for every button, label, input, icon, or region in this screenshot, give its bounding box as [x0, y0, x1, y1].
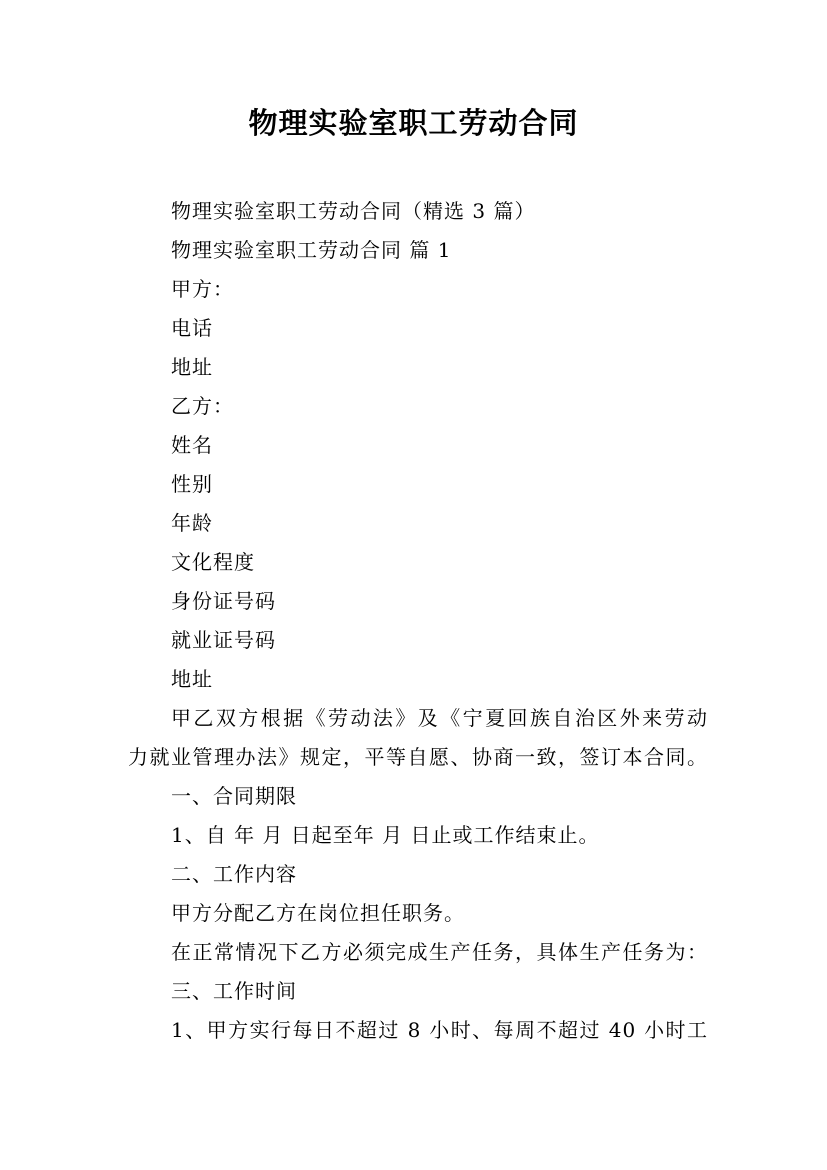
paragraph-gender: 性别	[171, 472, 213, 496]
paragraph-clause-3-hours: 1、甲方实行每日不超过 8 小时、每周不超过 40 小时工	[171, 1018, 708, 1042]
paragraph-clause-2-assignment: 甲方分配乙方在岗位担任职务。	[171, 901, 465, 925]
paragraph-clause-3-heading: 三、工作时间	[171, 979, 297, 1003]
paragraph-preamble-line-1: 甲乙双方根据《劳动法》及《宁夏回族自治区外来劳动	[171, 706, 708, 730]
paragraph-party-b: 乙方：	[171, 394, 234, 418]
document-body	[128, 192, 708, 1050]
paragraph-preamble-line-2: 力就业管理办法》规定，平等自愿、协商一致，签订本合同。	[128, 745, 708, 769]
paragraph-name: 姓名	[171, 433, 213, 457]
paragraph-age: 年龄	[171, 511, 213, 535]
paragraph-education: 文化程度	[171, 550, 255, 574]
paragraph-address-b: 地址	[171, 667, 213, 691]
paragraph-address-a: 地址	[171, 355, 213, 379]
paragraph-clause-2-heading: 二、工作内容	[171, 862, 297, 886]
paragraph-section-heading: 物理实验室职工劳动合同 篇 1	[171, 238, 452, 262]
paragraph-clause-1-term: 1、自 年 月 日起至年 月 日止或工作结束止。	[171, 823, 600, 847]
paragraph-phone: 电话	[171, 316, 213, 340]
paragraph-employment-number: 就业证号码	[171, 628, 276, 652]
paragraph-clause-1-heading: 一、合同期限	[171, 784, 297, 808]
paragraph-id-number: 身份证号码	[171, 589, 276, 613]
paragraph-party-a: 甲方：	[171, 277, 234, 301]
paragraph-subtitle: 物理实验室职工劳动合同（精选 3 篇）	[171, 199, 536, 223]
paragraph-clause-2-tasks: 在正常情况下乙方必须完成生产任务，具体生产任务为：	[171, 940, 708, 964]
document-title: 物理实验室职工劳动合同	[248, 106, 579, 140]
